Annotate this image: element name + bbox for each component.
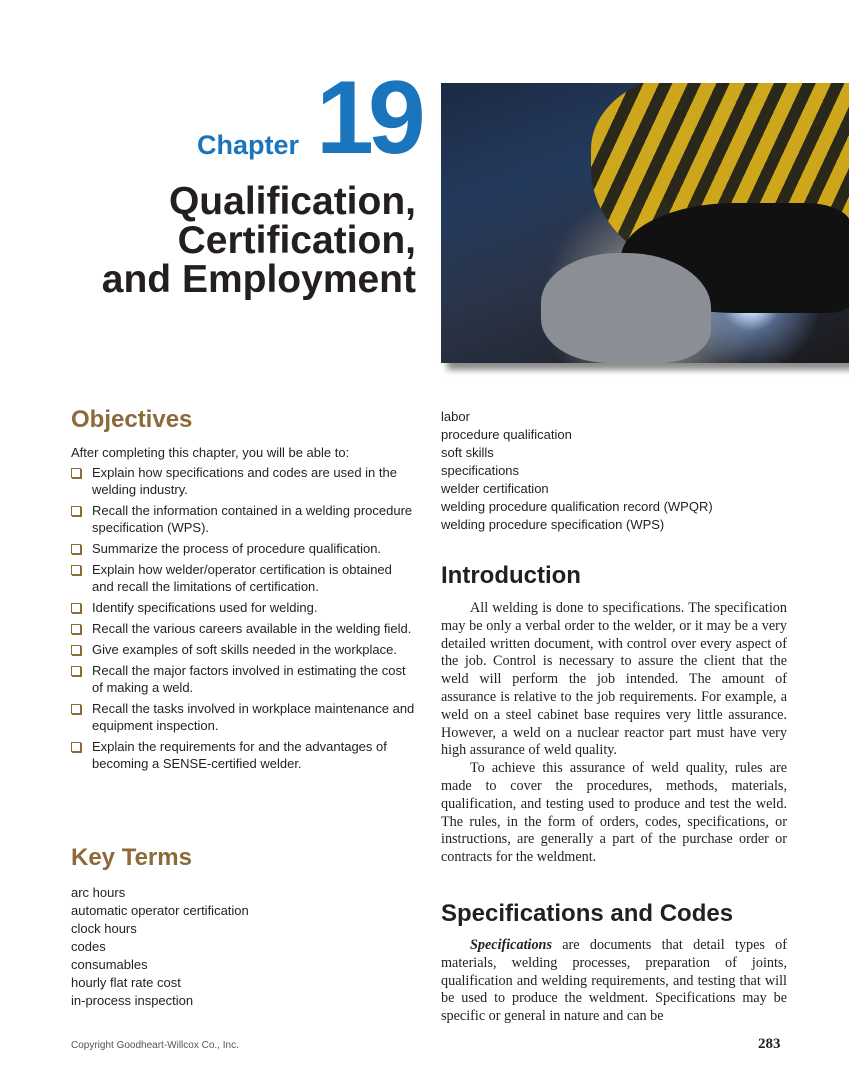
key-term: automatic operator certification bbox=[71, 903, 249, 918]
objectives-heading: Objectives bbox=[71, 406, 193, 433]
checkbox-icon bbox=[71, 506, 81, 516]
checkbox-icon bbox=[71, 742, 81, 752]
list-item bbox=[71, 620, 416, 637]
objective-text: Give examples of soft skills needed in the workplace. bbox=[92, 642, 397, 657]
objective-text: Explain how specifications and codes are used in the welding industry. bbox=[92, 465, 397, 497]
objective-text: Recall the major factors involved in estimating the cost of making a weld. bbox=[92, 663, 406, 695]
key-term: labor bbox=[441, 409, 470, 424]
welder-photo bbox=[441, 83, 849, 363]
right-column bbox=[441, 408, 787, 1026]
title-line: Certification, bbox=[177, 219, 416, 262]
objective-text: Recall the various careers available in the welding field. bbox=[92, 621, 412, 636]
introduction-heading: Introduction bbox=[441, 562, 581, 589]
key-term: procedure qualification bbox=[441, 427, 572, 442]
chapter-label: Chapter bbox=[197, 130, 300, 160]
list-item bbox=[71, 502, 416, 536]
glove-graphic bbox=[541, 253, 711, 363]
objective-text: Recall the information contained in a welding procedure specification (WPS). bbox=[92, 503, 413, 535]
checkbox-icon bbox=[71, 624, 81, 634]
key-term: hourly flat rate cost bbox=[71, 975, 181, 990]
checkbox-icon bbox=[71, 645, 81, 655]
checkbox-icon bbox=[71, 544, 81, 554]
key-term: welding procedure qualification record (WPQR) bbox=[441, 499, 713, 514]
key-term: clock hours bbox=[71, 921, 137, 936]
title-line: and Employment bbox=[101, 258, 416, 301]
specifications-paragraph bbox=[441, 937, 787, 1026]
list-item bbox=[71, 662, 416, 696]
objective-text: Summarize the process of procedure qualification. bbox=[92, 541, 382, 556]
checkbox-icon bbox=[71, 468, 81, 478]
key-term: in-process inspection bbox=[71, 993, 194, 1008]
objectives-intro: After completing this chapter, you will be able to: bbox=[71, 445, 350, 460]
list-item bbox=[71, 561, 416, 595]
introduction-paragraph: To achieve this assurance of weld quality, rules are made to cover the procedures, methods, materials, qualification, and testing used to produce and test the weld. The rules, in the form of orders, codes, specifications, or instructions, are generally a part of the purchase order or contracts for the weldment. bbox=[441, 760, 787, 866]
page-number: 283 bbox=[758, 1036, 781, 1052]
list-item bbox=[71, 464, 416, 498]
list-item bbox=[71, 738, 416, 772]
key-terms-section bbox=[71, 844, 411, 1010]
introduction-paragraph: All welding is done to specifications. The specification may be only a verbal order to the welder, or it may be a very detailed written document, with control over every aspect of the job. Control is necessary to assure the client that the weld will perform the job intended. The amount of assurance is relative to the job requirements. For example, a weld on a steel cabinet base requires very little assurance. However, a weld on a nuclear reactor part must have very high assurance of weld quality. bbox=[441, 600, 787, 759]
key-term: soft skills bbox=[441, 445, 494, 460]
key-terms-list bbox=[71, 884, 411, 1010]
objective-text: Explain how welder/operator certification is obtained and recall the limitations of certification. bbox=[92, 562, 392, 594]
copyright-notice: Copyright Goodheart-Willcox Co., Inc. bbox=[71, 1040, 239, 1051]
objectives-list bbox=[71, 464, 416, 772]
term-specifications: Specifications bbox=[470, 936, 552, 953]
key-term: specifications bbox=[441, 463, 520, 478]
key-term: codes bbox=[71, 939, 106, 954]
key-term: welder certification bbox=[441, 481, 549, 496]
key-term: consumables bbox=[71, 957, 148, 972]
key-terms-heading: Key Terms bbox=[71, 844, 192, 871]
key-term: welding procedure specification (WPS) bbox=[441, 517, 665, 532]
objective-text: Recall the tasks involved in workplace maintenance and equipment inspection. bbox=[92, 701, 415, 733]
list-item bbox=[71, 700, 416, 734]
specifications-text: are documents that detail types of materials, welding processes, preparation of joints, qualification and welding requirements, and testing that will be used to produce the weldment. Specifications may be specific or general in nature and can be bbox=[441, 936, 787, 1025]
checkbox-icon bbox=[71, 603, 81, 613]
key-term: arc hours bbox=[71, 885, 126, 900]
specifications-heading: Specifications and Codes bbox=[441, 899, 734, 927]
checkbox-icon bbox=[71, 565, 81, 575]
chapter-number: 19 bbox=[316, 60, 420, 176]
chapter-title bbox=[102, 182, 416, 299]
objectives-section bbox=[71, 406, 416, 776]
list-item bbox=[71, 599, 416, 616]
objective-text: Explain the requirements for and the advantages of becoming a SENSE-certified welder. bbox=[92, 739, 387, 771]
checkbox-icon bbox=[71, 666, 81, 676]
key-terms-list-continued bbox=[441, 408, 787, 534]
checkbox-icon bbox=[71, 704, 81, 714]
list-item bbox=[71, 540, 416, 557]
list-item bbox=[71, 641, 416, 658]
title-line: Qualification, bbox=[168, 180, 416, 223]
objective-text: Identify specifications used for welding. bbox=[92, 600, 318, 615]
